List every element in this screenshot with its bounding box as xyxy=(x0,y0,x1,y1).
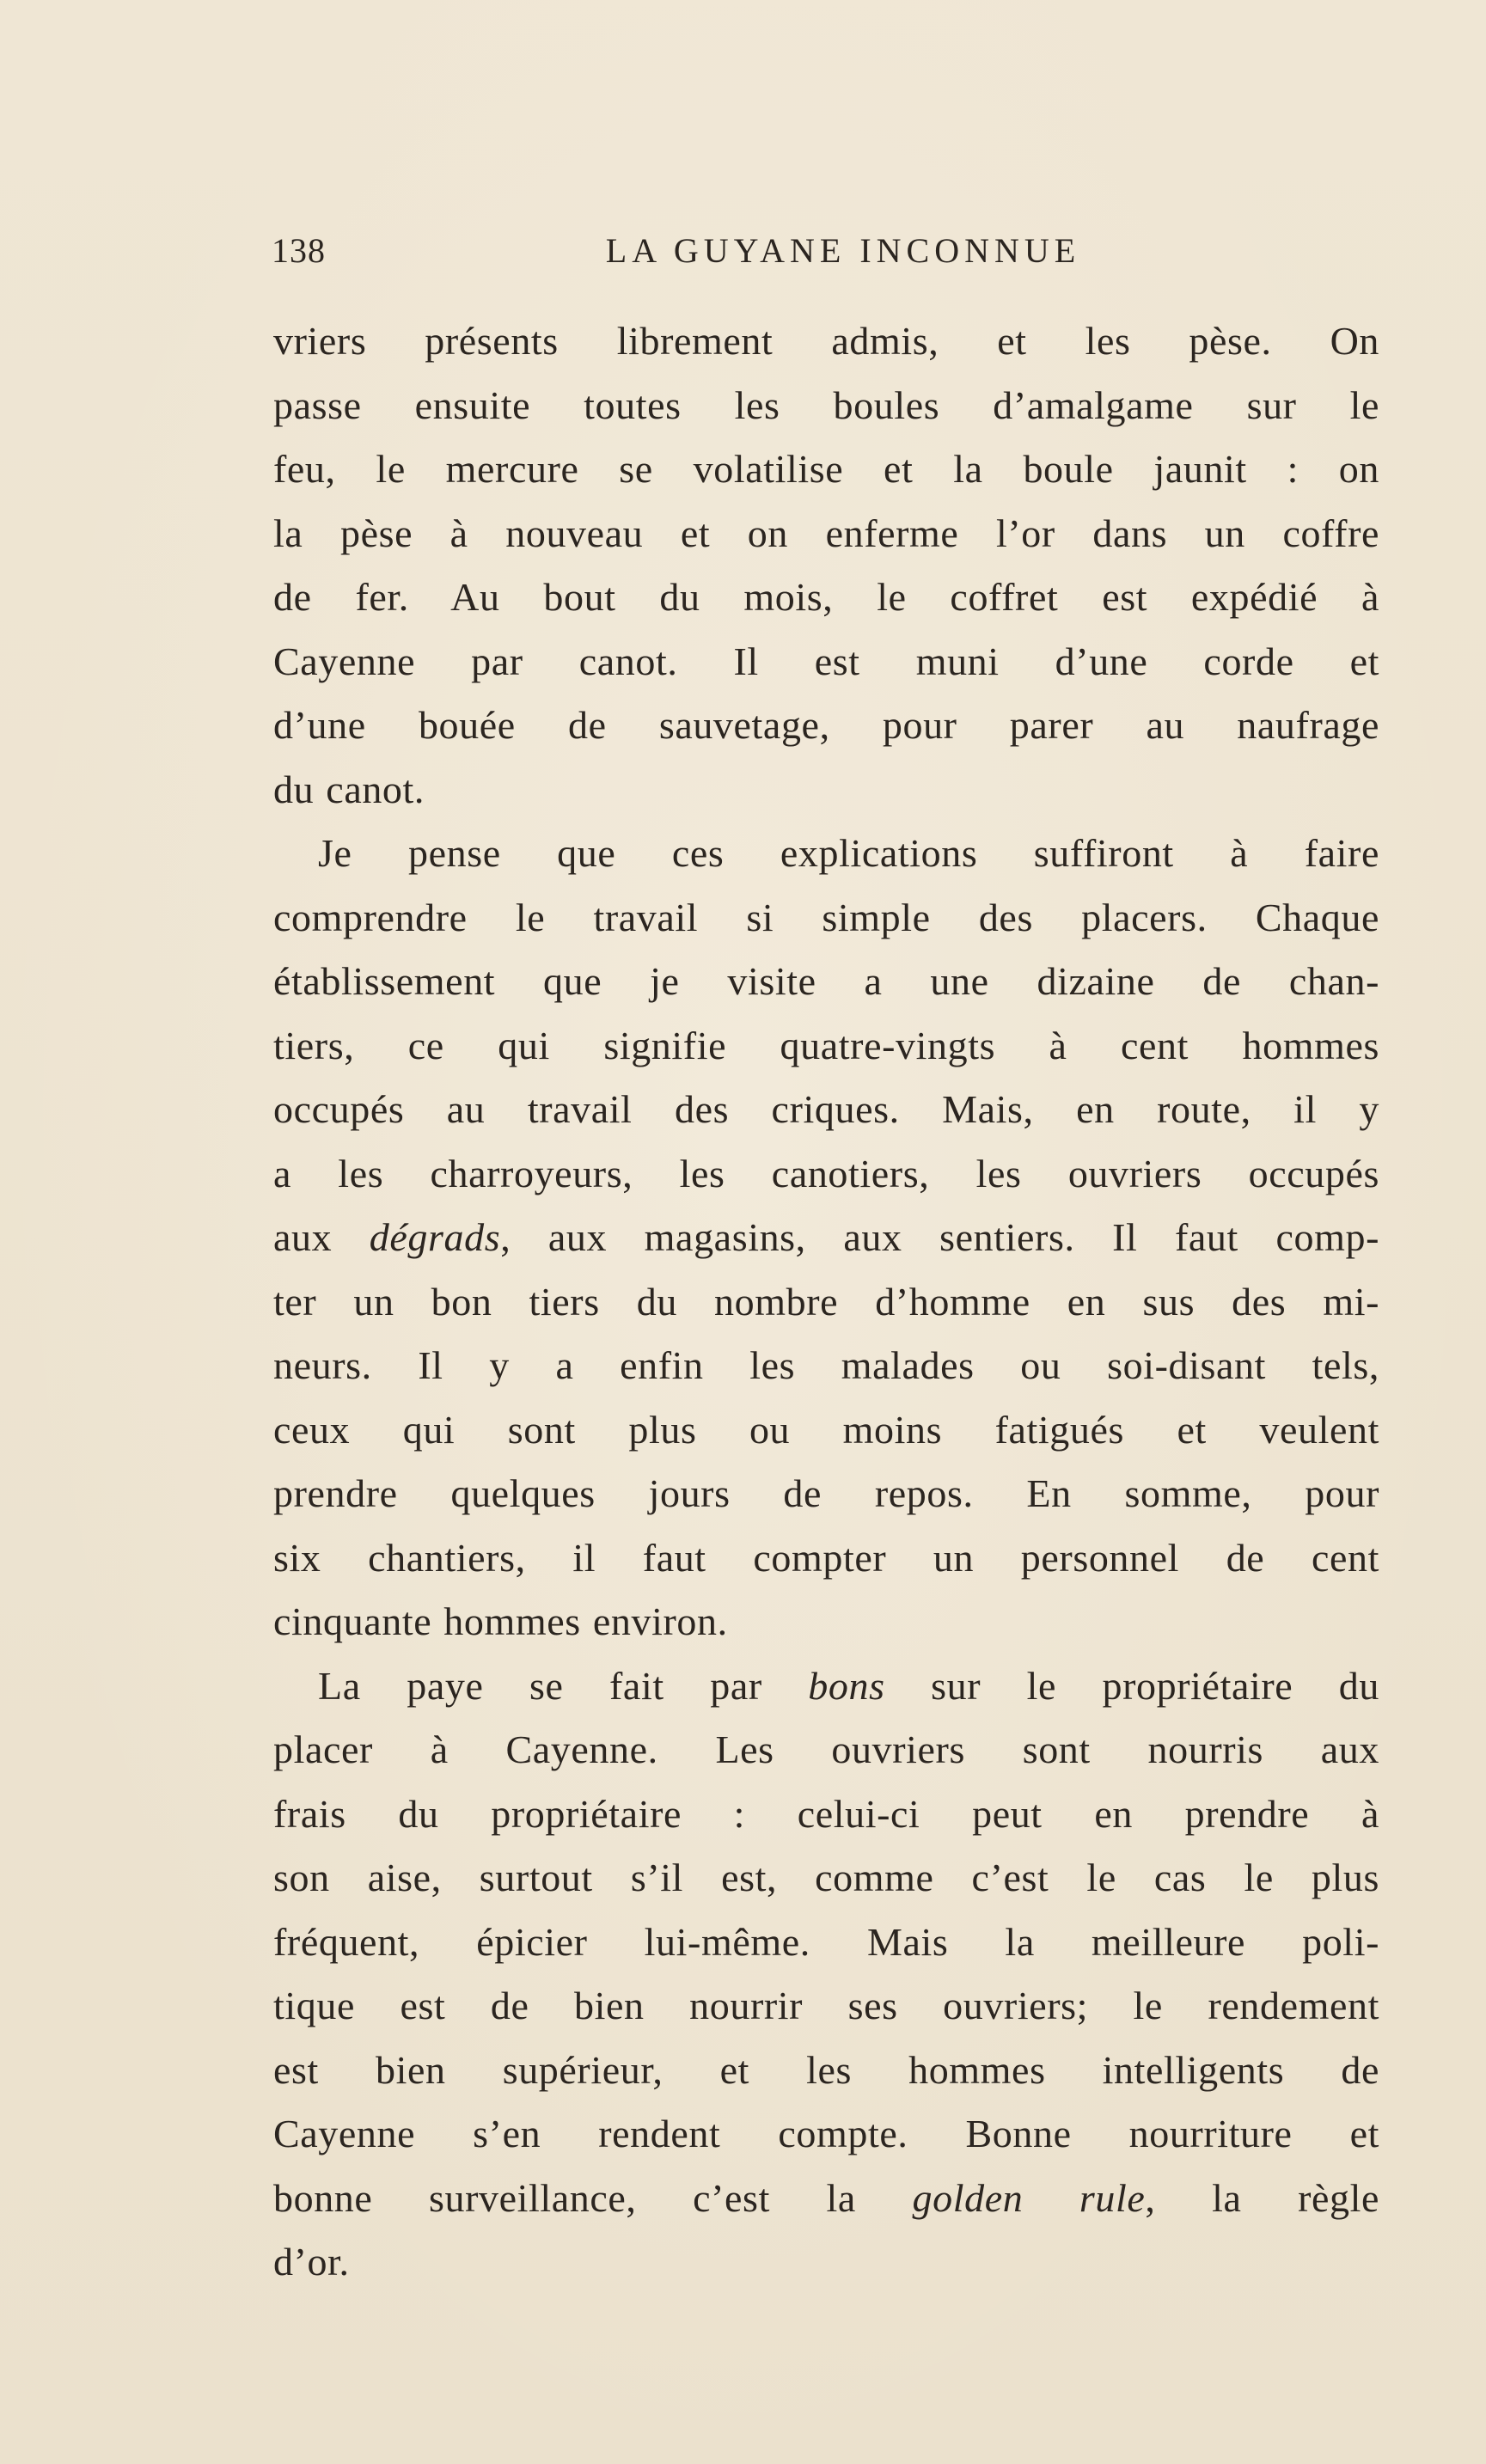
text-line: placer à Cayenne. Les ouvriers sont nourris aux xyxy=(273,1727,1379,1771)
text-line: ceux qui sont plus ou moins fatigués et veulent xyxy=(273,1407,1379,1452)
paragraph-1 xyxy=(273,309,1379,822)
running-header xyxy=(272,230,1380,282)
text-line: frais du propriétaire : celui-ci peut en prendre à xyxy=(273,1791,1379,1836)
text-line: vriers présents librement admis, et les pèse. On xyxy=(273,319,1379,363)
text-line: occupés au travail des criques. Mais, en route, il y xyxy=(273,1087,1379,1131)
paragraph-2 xyxy=(273,822,1379,1654)
text-line: établissement que je visite a une dizaine de chan- xyxy=(273,959,1379,1003)
text-line: prendre quelques jours de repos. En somme, pour xyxy=(273,1471,1379,1515)
text-line: tiers, ce qui signifie quatre-vingts à cent hommes xyxy=(273,1023,1379,1067)
text-line: d’or. xyxy=(273,2240,350,2284)
page-number: 138 xyxy=(272,231,326,270)
text-line: d’une bouée de sauvetage, pour parer au naufrage xyxy=(273,703,1379,747)
text-line-with-italic: La paye se fait par bons sur le propriétaire du xyxy=(318,1663,1379,1708)
page-body xyxy=(273,309,1379,2295)
text-line: la pèse à nouveau et on enferme l’or dans un coffre xyxy=(273,511,1379,555)
text-line: tique est de bien nourrir ses ouvriers; le rendement xyxy=(273,1984,1379,2027)
text-line: est bien supérieur, et les hommes intelligents de xyxy=(273,2047,1379,2092)
text-line: Je pense que ces explications suffiront à faire xyxy=(318,831,1379,875)
text-line: Cayenne par canot. Il est muni d’une corde et xyxy=(273,639,1379,683)
text-line: de fer. Au bout du mois, le coffret est expédié à xyxy=(273,575,1379,619)
text-line-with-italic: bonne surveillance, c’est la golden rule, la règle xyxy=(273,2175,1380,2220)
text-line: ter un bon tiers du nombre d’homme en sus des mi- xyxy=(273,1279,1379,1324)
text-line: feu, le mercure se volatilise et la boule jaunit : on xyxy=(273,447,1379,491)
running-title: LA GUYANE INCONNUE xyxy=(605,231,1081,270)
text-line: du canot. xyxy=(273,767,425,811)
text-line: son aise, surtout s’il est, comme c’est le cas le plus xyxy=(273,1856,1379,1899)
text-line: comprendre le travail si simple des placers. Chaque xyxy=(273,895,1379,939)
paragraph-3 xyxy=(273,1654,1379,2295)
text-line: cinquante hommes environ. xyxy=(273,1599,728,1643)
italic-term: dégrads xyxy=(369,1215,501,1259)
text-line: neurs. Il y a enfin les malades ou soi-disant tels, xyxy=(273,1343,1379,1387)
text-line: passe ensuite toutes les boules d’amalgame sur le xyxy=(273,382,1379,427)
text-line-with-italic: aux dégrads, aux magasins, aux sentiers. Il faut comp- xyxy=(273,1215,1379,1259)
text-line: fréquent, épicier lui-même. Mais la meilleure poli- xyxy=(273,1919,1379,1964)
text-line: Cayenne s’en rendent compte. Bonne nourriture et xyxy=(273,2112,1379,2155)
text-line: a les charroyeurs, les canotiers, les ouvriers occupés xyxy=(273,1151,1379,1195)
text-line: six chantiers, il faut compter un personnel de cent xyxy=(273,1535,1379,1580)
italic-term: golden rule xyxy=(912,2175,1146,2220)
italic-term: bons xyxy=(808,1663,885,1708)
